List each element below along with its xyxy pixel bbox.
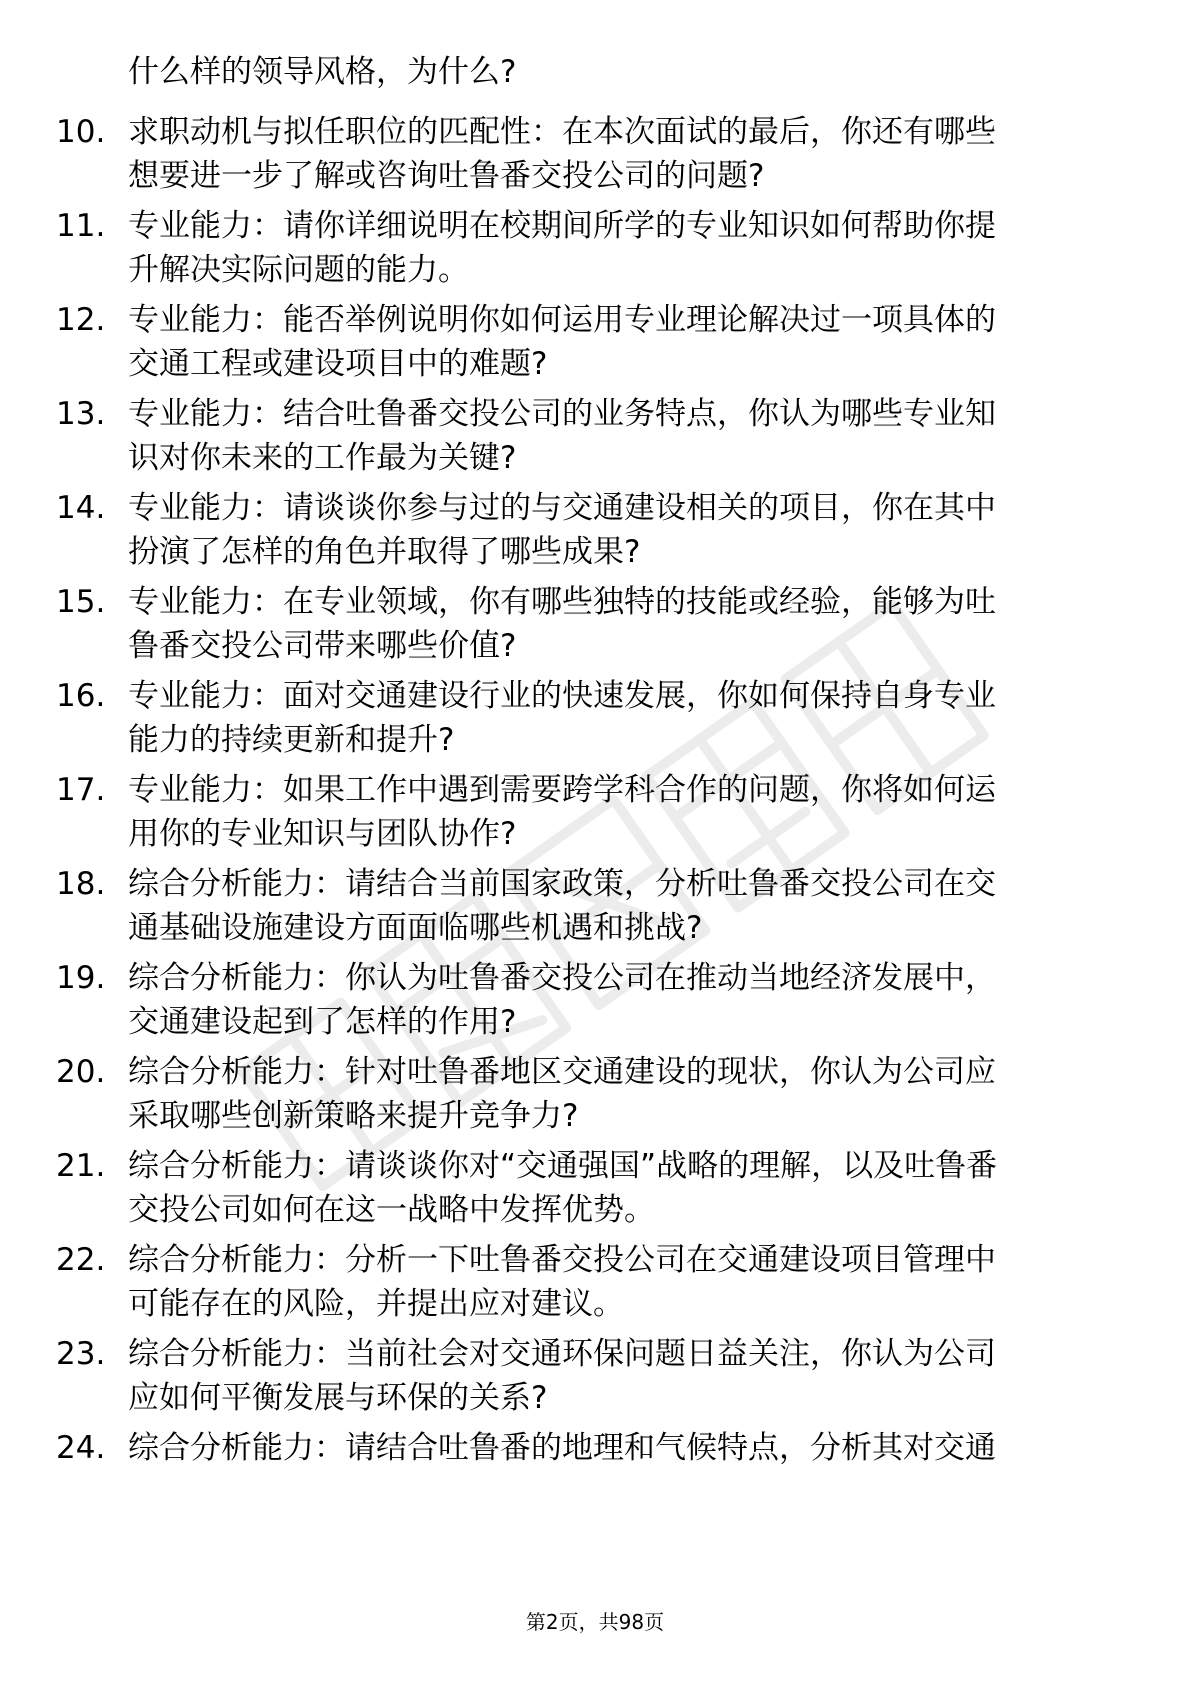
question-line: 专业能力：能否举例说明你如何运用专业理论解决过一项具体的 [128,302,996,338]
question-number: 20. [56,1054,106,1090]
question-item [0,1332,1190,1424]
question-line: 升解决实际问题的能力。 [128,252,469,288]
question-line: 能力的持续更新和提升? [128,722,455,758]
question-item [0,580,1190,672]
question-text [128,1050,1118,1138]
question-number: 19. [56,960,106,996]
question-item [0,392,1190,484]
question-number: 11. [56,208,106,244]
question-text [128,862,1118,950]
question-line: 专业能力：如果工作中遇到需要跨学科合作的问题，你将如何运 [128,772,996,808]
question-line: 专业能力：在专业领域，你有哪些独特的技能或经验，能够为吐 [128,584,996,620]
continued-question-text: 什么样的领导风格，为什么? [128,54,517,90]
question-item [0,1050,1190,1142]
question-item [0,486,1190,578]
question-text [128,1426,1118,1470]
question-item [0,110,1190,202]
question-number: 23. [56,1336,106,1372]
question-item [0,862,1190,954]
question-line: 专业能力：面对交通建设行业的快速发展，你如何保持自身专业 [128,678,996,714]
question-line: 专业能力：请谈谈你参与过的与交通建设相关的项目，你在其中 [128,490,996,526]
question-text [128,768,1118,856]
question-text [128,1144,1118,1232]
question-line: 扮演了怎样的角色并取得了哪些成果? [128,534,641,570]
question-number: 15. [56,584,106,620]
question-number: 16. [56,678,106,714]
question-line: 可能存在的风险，并提出应对建议。 [128,1286,624,1322]
question-number: 22. [56,1242,106,1278]
question-number: 14. [56,490,106,526]
question-number: 21. [56,1148,106,1184]
page-footer: 第2页，共98页 [525,1610,665,1634]
question-line: 综合分析能力：分析一下吐鲁番交投公司在交通建设项目管理中 [128,1242,996,1278]
question-line: 综合分析能力：当前社会对交通环保问题日益关注，你认为公司 [128,1336,996,1372]
question-item [0,1144,1190,1236]
question-line: 求职动机与拟任职位的匹配性：在本次面试的最后，你还有哪些 [128,114,996,150]
question-number: 17. [56,772,106,808]
question-line: 综合分析能力：请结合吐鲁番的地理和气候特点，分析其对交通 [128,1430,996,1466]
question-text [128,110,1118,198]
question-line: 综合分析能力：你认为吐鲁番交投公司在推动当地经济发展中， [128,960,996,996]
question-number: 10. [56,114,106,150]
question-text [128,486,1118,574]
question-line: 想要进一步了解或咨询吐鲁番交投公司的问题? [128,158,765,194]
question-line: 交通工程或建设项目中的难题? [128,346,548,382]
question-line: 综合分析能力：针对吐鲁番地区交通建设的现状，你认为公司应 [128,1054,996,1090]
question-line: 专业能力：结合吐鲁番交投公司的业务特点，你认为哪些专业知 [128,396,996,432]
question-item [0,1426,1190,1518]
question-line: 用你的专业知识与团队协作? [128,816,517,852]
question-text [128,674,1118,762]
question-item [0,956,1190,1048]
question-item [0,674,1190,766]
question-text [128,1332,1118,1420]
question-line: 通基础设施建设方面面临哪些机遇和挑战? [128,910,703,946]
question-text [128,392,1118,480]
question-line: 专业能力：请你详细说明在校期间所学的专业知识如何帮助你提 [128,208,996,244]
question-text [128,204,1118,292]
question-number: 18. [56,866,106,902]
question-item [0,1238,1190,1330]
question-text [128,1238,1118,1326]
question-line: 交通建设起到了怎样的作用? [128,1004,517,1040]
question-line: 应如何平衡发展与环保的关系? [128,1380,548,1416]
question-line: 识对你未来的工作最为关键? [128,440,517,476]
question-item [0,298,1190,390]
question-number: 13. [56,396,106,432]
question-text [128,956,1118,1044]
question-item [0,204,1190,296]
question-line: 综合分析能力：请谈谈你对“交通强国”战略的理解，以及吐鲁番 [128,1148,998,1184]
question-item [0,768,1190,860]
question-line: 鲁番交投公司带来哪些价值? [128,628,517,664]
question-number: 24. [56,1430,106,1466]
question-number: 12. [56,302,106,338]
question-text [128,298,1118,386]
question-line: 采取哪些创新策略来提升竞争力? [128,1098,579,1134]
question-line: 综合分析能力：请结合当前国家政策，分析吐鲁番交投公司在交 [128,866,996,902]
question-line: 交投公司如何在这一战略中发挥优势。 [128,1192,655,1228]
question-text [128,580,1118,668]
